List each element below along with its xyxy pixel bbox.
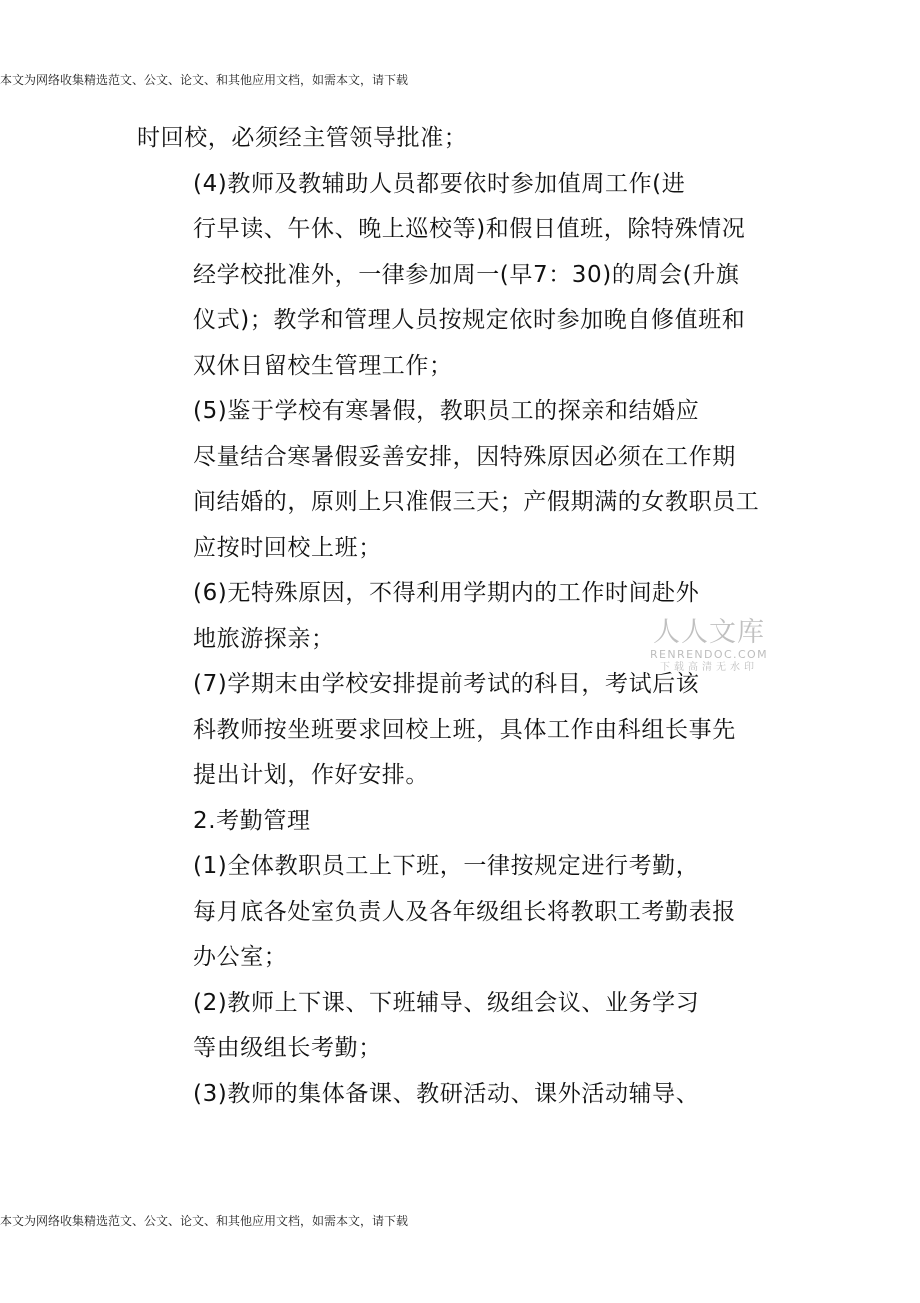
watermark-tagline: 下载高清无水印 [660, 662, 758, 673]
section-heading [137, 799, 747, 845]
watermark-logo [645, 618, 773, 674]
header-notice: 本文为网络收集精选范文、公文、论文、和其他应用文档，如需本文，请下载 [0, 73, 409, 87]
text-line: 间结婚的，原则上只准假三天；产假期满的女教职员工 [193, 489, 760, 515]
paragraph-attendance-1 [137, 844, 747, 981]
watermark-domain: RENRENDOC.COM [650, 648, 768, 661]
text-line: 办公室； [193, 944, 288, 970]
paragraph-item-7 [137, 662, 747, 799]
footer-notice: 本文为网络收集精选范文、公文、论文、和其他应用文档，如需本文，请下载 [0, 1214, 409, 1228]
text-line: 行早读、午休、晚上巡校等)和假日值班，除特殊情况 [193, 216, 746, 242]
text-line: 经学校批准外，一律参加周一(早7：30)的周会(升旗 [193, 261, 740, 288]
text-line: 双休日留校生管理工作； [193, 352, 453, 379]
text-line: (3)教师的集体备课、教研活动、课外活动辅导、 [193, 1080, 700, 1107]
paragraph-item-5 [137, 389, 760, 571]
text-line: 科教师按坐班要求回校上班，具体工作由科组长事先 [193, 716, 736, 743]
text-line: 时回校，必须经主管领导批准； [137, 125, 468, 151]
text-line: (1)全体教职员工上下班，一律按规定进行考勤， [193, 853, 700, 879]
section-heading-text: 2.考勤管理 [193, 807, 311, 834]
text-line: 应按时回校上班； [193, 534, 382, 561]
text-line: 每月底各处室负责人及各年级组长将教职工考勤表报 [193, 898, 736, 925]
watermark-title: 人人文库 [653, 617, 765, 648]
text-line: (4)教师及教辅助人员都要依时参加值周工作(进 [193, 170, 686, 197]
text-line: 地旅游探亲； [193, 625, 335, 652]
text-line: (7)学期末由学校安排提前考试的科目，考试后该 [193, 671, 700, 697]
text-line: (2)教师上下课、下班辅导、级组会议、业务学习 [193, 989, 700, 1016]
text-line: 尽量结合寒暑假妥善安排，因特殊原因必须在工作期 [193, 443, 736, 470]
paragraph-attendance-3 [137, 1072, 747, 1118]
text-line: 提出计划，作好安排。 [193, 762, 429, 788]
text-line: 仪式)；教学和管理人员按规定依时参加晚自修值班和 [193, 307, 746, 333]
text-line: (5)鉴于学校有寒暑假，教职员工的探亲和结婚应 [193, 398, 700, 424]
paragraph-continuation [137, 116, 747, 162]
paragraph-attendance-2 [137, 981, 747, 1072]
text-line: 等由级组长考勤； [193, 1035, 382, 1061]
paragraph-item-4 [137, 162, 747, 390]
text-line: (6)无特殊原因，不得利用学期内的工作时间赴外 [193, 580, 700, 606]
